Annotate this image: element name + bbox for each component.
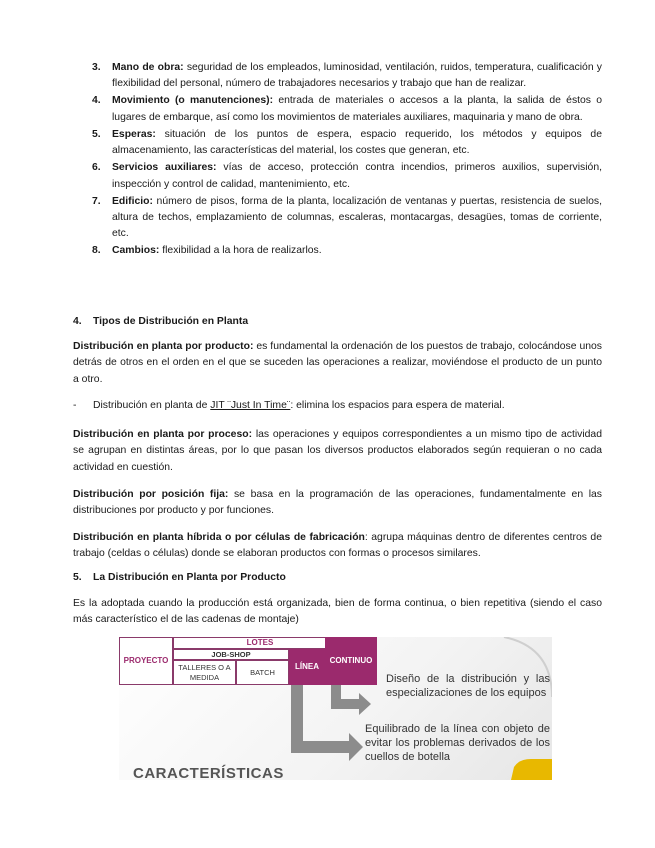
list-item xyxy=(92,93,602,126)
cell-job-shop: JOB-SHOP xyxy=(173,649,289,660)
paragraph-term: Distribución en planta híbrida o por células de fabricación xyxy=(73,532,365,543)
list-item xyxy=(92,160,602,193)
list-term: Mano de obra: xyxy=(112,62,184,73)
paragraph-desc: : agrupa máquinas dentro de diferentes centros de trabajo (celdas o células) donde se elaboran productos con formas o procesos similares. xyxy=(73,532,602,560)
list-number: 7. xyxy=(92,195,101,207)
process-type-table xyxy=(119,637,373,685)
cell-batch: BATCH xyxy=(236,660,289,685)
list-item xyxy=(92,243,602,259)
section-number: 4. xyxy=(73,316,82,327)
list-desc: número de pisos, forma de la planta, localización de ventanas y puertas, resistencia de suelos, altura de techos, emplazamiento de columnas, escaleras, montacargas, desagües, tomas de corriente, etc. xyxy=(112,195,602,240)
cell-talleres: TALLERES O A MEDIDA xyxy=(173,660,236,685)
list-text xyxy=(112,243,602,259)
arrow-to-design xyxy=(331,685,371,715)
figure-title: CARACTERÍSTICAS xyxy=(133,765,284,780)
section-heading-5 xyxy=(73,572,286,583)
section-number: 5. xyxy=(73,572,82,583)
list-desc: flexibilidad a la hora de realizarlos. xyxy=(159,245,322,257)
list-item xyxy=(92,60,602,93)
list-number: 3. xyxy=(92,62,101,73)
list-desc: seguridad de los empleados, luminosidad, ventilación, ruidos, temperatura, cualificación y flexibilidad del personal, número de trabajadores necesarios y trabajo que han de realizar. xyxy=(112,62,602,90)
list-desc: entrada de materiales o accesos a la planta, la salida de éstos o lugares de embarque, así como los movimientos de materiales auxiliares, maquinaria y mano de obra. xyxy=(112,95,602,123)
list-number: 5. xyxy=(92,128,101,140)
paragraph-desc: las operaciones y equipos correspondientes a un mismo tipo de actividad se agrupan en distintas áreas, por lo que pasan los diversos productos elaborados según requieran o no cada actividad en cuestión. xyxy=(73,429,602,473)
paragraph-adoptada: Es la adoptada cuando la producción está organizada, bien de forma continua, o bien repetitiva (siendo el caso más característico el de las cadenas de montaje) xyxy=(73,598,602,626)
list-text xyxy=(112,160,602,193)
section-heading-4 xyxy=(73,316,248,327)
cell-proyecto: PROYECTO xyxy=(119,637,173,685)
paragraph-term: Distribución en planta por producto: xyxy=(73,341,254,352)
list-item xyxy=(92,194,602,243)
figure-text-design: Diseño de la distribución y las especializaciones de los equipos xyxy=(386,673,550,699)
list-number: 4. xyxy=(92,95,101,107)
paragraph-desc: es fundamental la ordenación de los puestos de trabajo, colocándose unos detrás de otros en el orden en el que se suceden las operaciones a realizar, moviéndose el producto de un punto a otro. xyxy=(73,341,602,385)
jit-link[interactable]: JIT ¨Just In Time¨ xyxy=(210,400,291,411)
list-term: Edificio: xyxy=(112,195,153,207)
distribution-figure xyxy=(119,637,552,780)
section-title: Tipos de Distribución en Planta xyxy=(93,316,249,327)
paragraph-producto xyxy=(73,339,602,388)
paragraph-hibrida xyxy=(73,530,602,563)
list-text xyxy=(112,127,602,160)
dash-bullet: - xyxy=(73,400,77,411)
paragraph-proceso xyxy=(73,427,602,476)
list-number: 6. xyxy=(92,162,101,174)
cell-continuo: CONTINUO xyxy=(325,637,377,685)
list-term: Movimiento (o manutenciones): xyxy=(112,95,274,107)
paragraph-term: Distribución por posición fija: xyxy=(73,489,229,500)
paragraph-term: Distribución en planta por proceso: xyxy=(73,429,253,440)
cell-linea: LÍNEA xyxy=(289,649,325,685)
list-term: Cambios: xyxy=(112,245,160,257)
list-desc: vías de acceso, protección contra incendios, primeros auxilios, supervisión, inspección y control de calidad, mantenimiento, etc. xyxy=(112,162,602,190)
list-text xyxy=(112,60,602,93)
paragraph-posicion xyxy=(73,487,602,520)
arrow-to-balance xyxy=(291,685,363,761)
dash-text: Distribución en planta de xyxy=(93,400,211,411)
list-number: 8. xyxy=(92,245,101,257)
list-term: Servicios auxiliares: xyxy=(112,162,217,174)
list-text xyxy=(112,194,602,243)
dash-list-item xyxy=(73,400,505,411)
list-item xyxy=(92,127,602,160)
numbered-list xyxy=(92,60,602,260)
list-desc: situación de los puntos de espera, espacio requerido, los métodos y equipos de almacenamiento, las características del material, los costes que generan, etc. xyxy=(112,128,602,157)
paragraph-desc: se basa en la programación de las operaciones, fundamentalmente en las distribuciones por producto y por funciones. xyxy=(73,489,602,517)
list-text xyxy=(112,93,602,126)
cell-lotes: LOTES xyxy=(173,637,347,649)
dash-text-end: : elimina los espacios para espera de material. xyxy=(290,400,505,411)
figure-text-balance: Equilibrado de la línea con objeto de evitar los problemas derivados de los cuellos de botella xyxy=(365,723,550,763)
section-title: La Distribución en Planta por Producto xyxy=(93,572,286,583)
list-term: Esperas: xyxy=(112,128,156,140)
